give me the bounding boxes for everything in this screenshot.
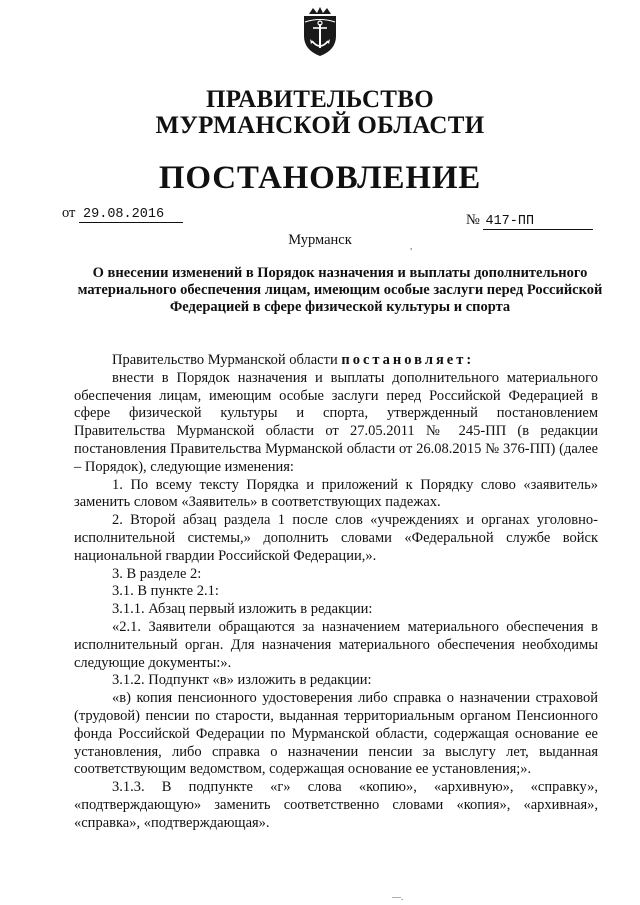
intro-paragraph <box>74 352 598 370</box>
body-paragraph: 1. По всему тексту Порядка и приложений к Порядку слово «заявитель» заменить словом «Заявитель» в соответствующих падежах. <box>74 476 598 511</box>
document-type-heading: ПОСТАНОВЛЕНИЕ <box>158 160 482 196</box>
number-prefix: № <box>466 212 480 228</box>
body-paragraph: 3.1. В пункте 2.1: <box>112 583 219 600</box>
number-field <box>466 212 593 230</box>
body-paragraph: внести в Порядок назначения и выплаты дополнительного материального обеспечения лицам, имеющим особые заслуги перед Российской Федерацией в сфере физической культуры и спорта, утвержденный постановлением Правительства Мурманской области от 27.05.2011 № 245-ПП (в редакции постановления Правительства Мурманской области от 26.08.2015 № 376-ПП) (далее – Порядок), следующие изменения: <box>74 369 598 475</box>
document-title: О внесении изменений в Порядок назначения и выплаты дополнительного материального обеспечения лицам, имеющим особые заслуги перед Российской Федерацией в сфере физической культуры и спорта <box>77 265 603 315</box>
intro-keyword: постановляет: <box>341 352 475 368</box>
body-paragraph: «2.1. Заявители обращаются за назначением материального обеспечения в исполнительный орган. Для назначения материального обеспечения необходимы следующие документы:». <box>74 618 598 671</box>
number-value: 417-ПП <box>483 214 593 230</box>
body-paragraph: 3.1.3. В подпункте «г» слова «копию», «архивную», «справку», «подтверждающую» заменить соответственно словами «копия», «архивная», «справка», «подтверждающая». <box>74 779 598 831</box>
date-value: 29.08.2016 <box>79 207 183 223</box>
body-paragraph: 3. В разделе 2: <box>112 565 202 582</box>
scan-mark-footer: —. <box>392 892 404 902</box>
body-paragraph: 3.1.1. Абзац первый изложить в редакции: <box>112 601 373 618</box>
org-name-line2: МУРМАНСКОЙ ОБЛАСТИ <box>155 112 485 139</box>
date-field <box>62 205 183 223</box>
body-paragraph: «в) копия пенсионного удостоверения либо справка о назначении страховой (трудовой) пенсии по старости, выданная территориальным органом Пенсионного фонда Российской Федерации по Мурманской области, содержащая основание ее установления, либо справка о назначении пенсии за выслугу лет, выданная соответствующим ведомством, содержащая основание ее установления;». <box>74 690 598 778</box>
body-paragraph: 3.1.2. Подпункт «в» изложить в редакции: <box>112 672 372 689</box>
city-label: Мурманск <box>288 232 352 248</box>
scan-mark: , <box>410 241 413 251</box>
document-body <box>74 352 598 833</box>
body-paragraph: 2. Второй абзац раздела 1 после слов «учреждениях и органах уголовно-исполнительной системы,» дополнить словами «Федеральной службе войск национальной гвардии Российской Федерации,». <box>74 512 598 564</box>
date-prefix: от <box>62 205 76 221</box>
org-name-line1: ПРАВИТЕЛЬСТВО <box>206 86 434 113</box>
intro-text: Правительство Мурманской области <box>112 352 342 368</box>
coat-of-arms-emblem <box>300 6 340 58</box>
